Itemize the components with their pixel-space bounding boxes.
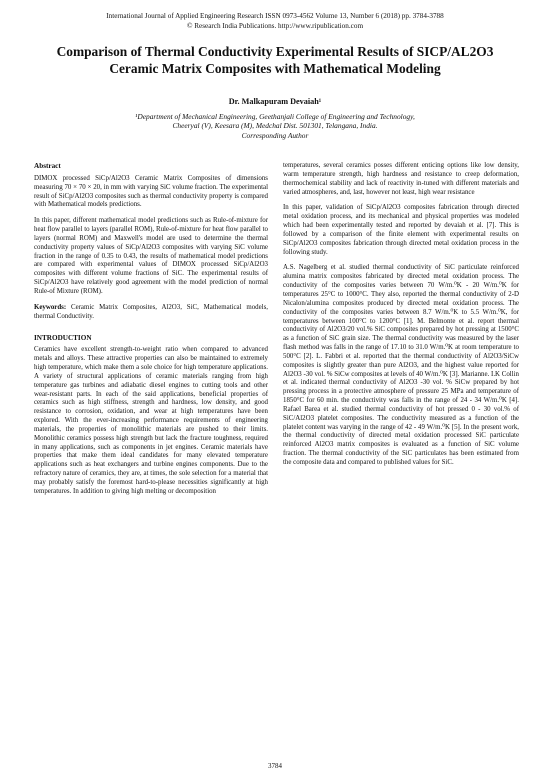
abstract-paragraph-2: In this paper, different mathematical model predictions such as Rule-of-mixture for heat flow parallel to layers (parallel ROM), Rule-of-mixture for heat flow parallel to layers (normal ROM) and Maxwell's model are used to determine the thermal conductivity property values of SiCp/Al2O3 composites with varying SiC volume fraction in the range of 0.35 to 0.43, the results of mathematical model predictions are compared with experimental values of DIMOX processed SiCp/Al2O3 composites with different volume fractions of SiC. The experimental results of SiCp/Al2O3 have relatively good agreement with the model prediction of normal Rule-of Mixture (ROM). xyxy=(34,217,268,295)
keywords-label: Keywords: xyxy=(34,303,67,311)
right-column xyxy=(283,162,519,475)
introduction-heading: INTRODUCTION xyxy=(34,333,92,342)
right-paragraph-3: A.S. Nagelberg et al. studied thermal conductivity of SiC particulate reinforced alumina matrix composites fabricated by directed metal oxidation process. The conductivity of the composites varies between 70 W/m.⁰K - 20 W/m.⁰K for temperatures 25°C to 1000°C. They also, reported the thermal conductivity of 2-D Nicalon/alumina composites produced by directed metal oxidation process. The conductivity of the composites varies between 8.7 W/m.⁰K to 5.5 W/m.⁰K, for temperatures between 100°C to 1200°C [1]. M. Belmonte et al. report thermal conductivity of Al2O3/20 vol.% SiC composites prepared by hot pressing at 1500°C as a function of SiC grain size. The thermal conductivity was measured by the laser flash method was falls in the range of 17.10 to 31.0 W/m.⁰K at room temperature to 500°C [2]. L. Fabbri et al. reported that the thermal conductivity of Al2O3/SiCw composites is slightly greater than pure Al2O3, and the highest value reported for Al2O3 -30 vol. % SiCw composites at levels of 40 W/m.⁰K [3]. Marianne. I.K Collin et al. indicated thermal conductivity of Al2O3 -30 vol. % SiCw prepared by hot pressing process in a protective atmosphere of pressure 25 MPa and temperature of 1850°C for 60 min. the conductivity was falls in the range of 24 - 34 W/m.⁰K [4]. Rafael Barea et al. studied thermal conductivity of hot pressed 0 - 30 vol.% of SiC/Al2O3 platelet composites. The conductivity measured as a function of the platelet content was varying in the range of 42 - 49 W/m.⁰K [5]. In the present work, the thermal conductivity of directed metal oxidation processed SiC particulate reinforced Al2O3 matrix composites is evaluated as a function of SiC volume fraction. The thermal conductivity of the SiC particulates has been estimated from the composite data and compared to published values for SiC. xyxy=(283,264,519,466)
journal-header-line1: International Journal of Applied Engineering Research ISSN 0973-4562 Volume 13, Number 6 (2018) pp. 3784-3788 xyxy=(106,12,444,20)
left-column xyxy=(34,162,268,504)
abstract-paragraph-1: DIMOX processed SiCp/Al2O3 Ceramic Matrix Composites of dimensions measuring 70 × 70 × 20, in mm with varying SiC volume fraction. The experimental result of SiCp/Al2O3 composites such as thermal conductivity property is compared with Mathematical models predictions. xyxy=(34,174,268,209)
right-paragraph-2: In this paper, validation of SiCp/Al2O3 composites fabrication through directed metal oxidation process, and its mechanical and physical properties was modeled which had been experimentally tested and reported by devaiah et al. [7]. This is followed by a comparison of the finite element with experimental results on SiCp/Al2O3 composites fabrication through directed metal oxidation process in the following study. xyxy=(283,204,519,256)
paper-title xyxy=(20,44,530,77)
affiliation-line3: Corresponding Author xyxy=(241,130,309,140)
right-paragraph-1: temperatures, several ceramics posses different enticing options like low density, warm temperature strength, high hardness and resistance to creep deformation, thermochemical stability and lack of reactivity in-tuned with different materials and varied atmospheres, and, last, however not least, high wear resistance xyxy=(283,162,519,196)
affiliation-line1: ¹Department of Mechanical Engineering, Geethanjali College of Engineering and Technology, xyxy=(135,112,415,121)
journal-header xyxy=(0,12,550,31)
paper-title-line1: Comparison of Thermal Conductivity Experimental Results of SICP/AL2O3 xyxy=(56,44,494,59)
author-name: Dr. Malkapuram Devaiah¹ xyxy=(228,97,322,106)
paper-title-line2: Ceramic Matrix Composites with Mathematical Modeling xyxy=(109,60,441,76)
affiliation-line2: Cheeryal (V), Keesara (M), Medchal Dist. 501301, Telangana, India. xyxy=(172,121,378,131)
keywords xyxy=(34,304,268,322)
affiliation xyxy=(0,112,550,140)
keywords-text: Ceramic Matrix Composites, Al2O3, SiC, Mathematical models, thermal Conductivity. xyxy=(34,303,268,320)
introduction-paragraph-1: Ceramics have excellent strength-to-weight ratio when compared to advanced metals and alloys. These attractive properties can also be maintained to extremely high temperature, which make them a sole choice for high temperature applications. A variety of structural applications of ceramic materials ranging from high temperature gas turbines and adiabatic diesel engines to cutting tools and other wear-resistant parts. In each of the said applications, beneficial properties of ceramics such as high stiffness, strength and hardness, low density, and good resistance to corrosion, oxidation, and wear at high temperatures have been explored. With the ever-increasing performance requirements of engineering materials, the properties of monolithic materials are pushed to their limits. Monolithic ceramics possess high strength but lack the fracture toughness, required in many applications, such as components in jet engines. Ceramic materials have properties that make them ideal candidates for many elevated temperature applications such as heat exchangers and turbine engines components. Due to the refractory nature of ceramics, they are, at times, the sole selection for a material that may probably satisfy the foremost hard-to-please necessities significantly at high temperatures. In addition to giving high melting or decomposition xyxy=(34,346,268,495)
page-number: 3784 xyxy=(268,762,282,770)
journal-header-line2: © Research India Publications. http://www.ripublication.com xyxy=(186,21,364,30)
abstract-heading: Abstract xyxy=(34,162,61,170)
